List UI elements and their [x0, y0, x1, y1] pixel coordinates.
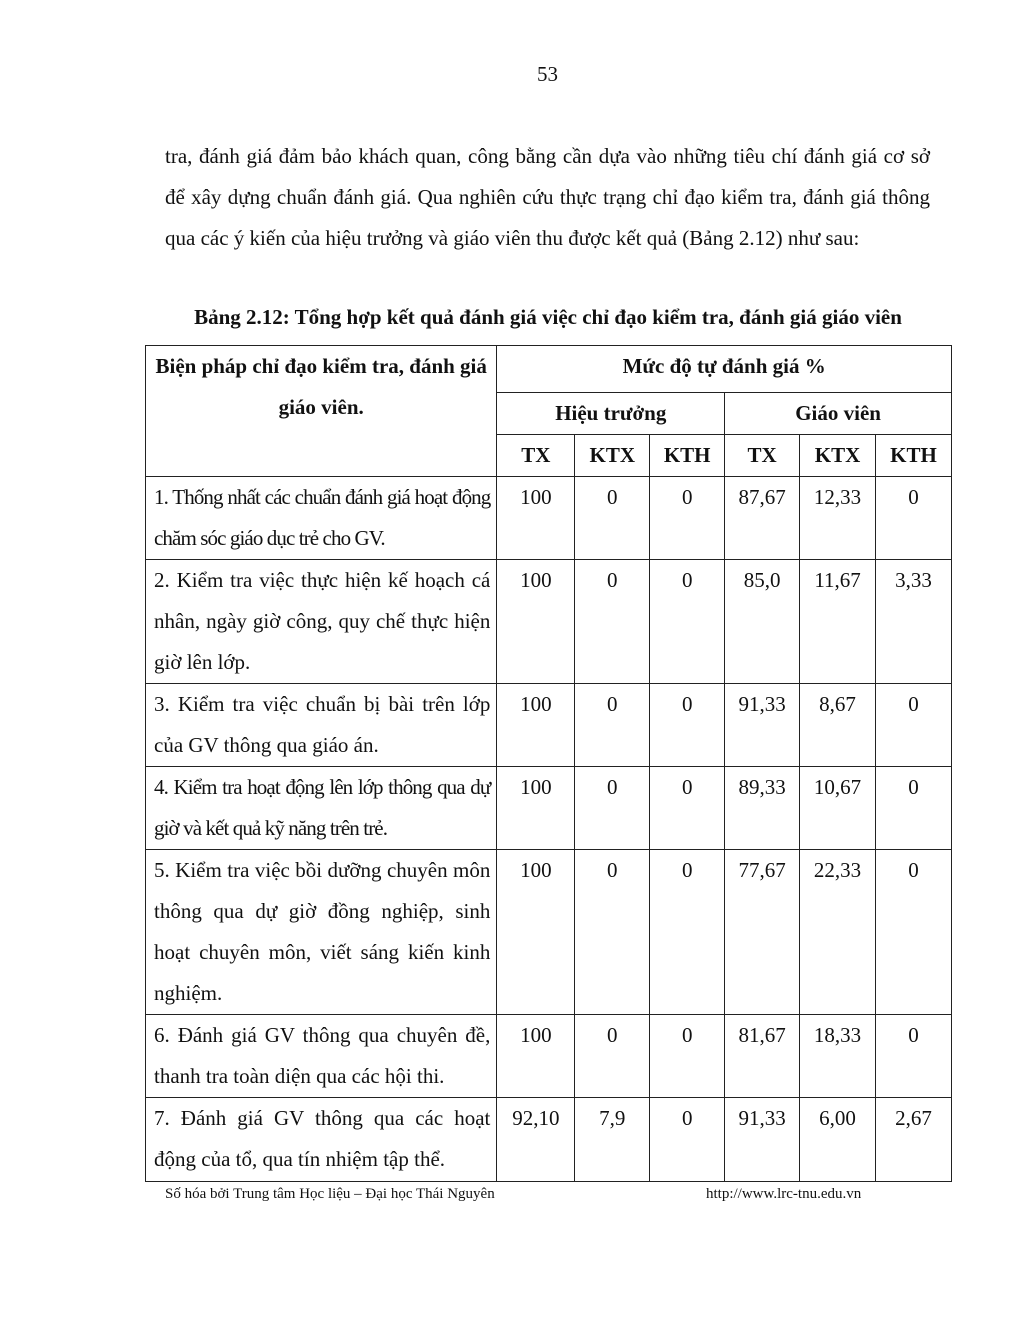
value-cell: 0 — [650, 684, 725, 767]
value-cell: 91,33 — [725, 684, 800, 767]
table-row — [146, 1098, 952, 1182]
table-row — [146, 1015, 952, 1098]
value-cell: 2,67 — [876, 1098, 952, 1182]
value-cell: 0 — [650, 1015, 725, 1098]
value-cell: 0 — [650, 1098, 725, 1182]
measure-label: 7. Đánh giá GV thông qua các hoạt động của tổ, qua tín nhiệm tập thể. — [146, 1098, 497, 1182]
value-cell: 10,67 — [800, 767, 876, 850]
value-cell: 0 — [575, 767, 650, 850]
header-measure: Biện pháp chỉ đạo kiểm tra, đánh giá giáo viên. — [146, 346, 497, 477]
value-cell: 12,33 — [800, 477, 876, 560]
value-cell: 0 — [575, 560, 650, 684]
value-cell: 0 — [650, 850, 725, 1015]
value-cell: 100 — [497, 767, 575, 850]
measure-label: 6. Đánh giá GV thông qua chuyên đề, thanh tra toàn diện qua các hội thi. — [146, 1015, 497, 1098]
measure-label: 3. Kiểm tra việc chuẩn bị bài trên lớp của GV thông qua giáo án. — [146, 684, 497, 767]
value-cell: 0 — [575, 1015, 650, 1098]
value-cell: 3,33 — [876, 560, 952, 684]
table-row — [146, 850, 952, 1015]
value-cell: 77,67 — [725, 850, 800, 1015]
value-cell: 100 — [497, 850, 575, 1015]
footer-source: Số hóa bởi Trung tâm Học liệu – Đại học Thái Nguyên — [165, 1186, 495, 1202]
value-cell: 100 — [497, 477, 575, 560]
subheader-tx: TX — [497, 435, 575, 477]
subheader-kth: KTH — [876, 435, 952, 477]
table-row — [146, 477, 952, 560]
value-cell: 0 — [650, 477, 725, 560]
value-cell: 22,33 — [800, 850, 876, 1015]
table-caption: Bảng 2.12: Tổng hợp kết quả đánh giá việc chỉ đạo kiểm tra, đánh giá giáo viên — [194, 305, 902, 329]
value-cell: 0 — [876, 684, 952, 767]
value-cell: 85,0 — [725, 560, 800, 684]
header-teacher: Giáo viên — [725, 393, 952, 435]
footer-url[interactable]: http://www.lrc-tnu.edu.vn — [706, 1186, 862, 1202]
value-cell: 89,33 — [725, 767, 800, 850]
value-cell: 0 — [650, 560, 725, 684]
value-cell: 87,67 — [725, 477, 800, 560]
table-row — [146, 684, 952, 767]
header-principal: Hiệu trưởng — [497, 393, 725, 435]
value-cell: 0 — [876, 1015, 952, 1098]
value-cell: 7,9 — [575, 1098, 650, 1182]
value-cell: 100 — [497, 560, 575, 684]
page-number: 53 — [537, 62, 558, 86]
value-cell: 91,33 — [725, 1098, 800, 1182]
subheader-ktx: KTX — [575, 435, 650, 477]
measure-label: 1. Thống nhất các chuẩn đánh giá hoạt động chăm sóc giáo dục trẻ cho GV. — [146, 477, 497, 560]
measure-label: 2. Kiểm tra việc thực hiện kế hoạch cá nhân, ngày giờ công, quy chế thực hiện giờ lên lớp. — [146, 560, 497, 684]
subheader-tx: TX — [725, 435, 800, 477]
table-row — [146, 560, 952, 684]
value-cell: 0 — [876, 850, 952, 1015]
value-cell: 0 — [575, 477, 650, 560]
value-cell: 18,33 — [800, 1015, 876, 1098]
value-cell: 0 — [575, 684, 650, 767]
table-row — [146, 767, 952, 850]
body-paragraph: tra, đánh giá đảm bảo khách quan, công bằng cần dựa vào những tiêu chí đánh giá cơ sở để xây dựng chuẩn đánh giá. Qua nghiên cứu thực trạng chỉ đạo kiểm tra, đánh giá thông qua các ý kiến của hiệu trưởng và giáo viên thu được kết quả (Bảng 2.12) như sau: — [165, 144, 930, 250]
results-table — [145, 345, 952, 1182]
value-cell: 100 — [497, 1015, 575, 1098]
value-cell: 92,10 — [497, 1098, 575, 1182]
value-cell: 0 — [575, 850, 650, 1015]
value-cell: 81,67 — [725, 1015, 800, 1098]
measure-label: 4. Kiểm tra hoạt động lên lớp thông qua dự giờ và kết quả kỹ năng trên trẻ. — [146, 767, 497, 850]
value-cell: 0 — [876, 477, 952, 560]
subheader-ktx: KTX — [800, 435, 876, 477]
header-level: Mức độ tự đánh giá % — [497, 346, 952, 393]
value-cell: 0 — [650, 767, 725, 850]
value-cell: 6,00 — [800, 1098, 876, 1182]
subheader-kth: KTH — [650, 435, 725, 477]
measure-label: 5. Kiểm tra việc bồi dưỡng chuyên môn thông qua dự giờ đồng nghiệp, sinh hoạt chuyên môn, viết sáng kiến kinh nghiệm. — [146, 850, 497, 1015]
value-cell: 100 — [497, 684, 575, 767]
value-cell: 8,67 — [800, 684, 876, 767]
value-cell: 11,67 — [800, 560, 876, 684]
value-cell: 0 — [876, 767, 952, 850]
